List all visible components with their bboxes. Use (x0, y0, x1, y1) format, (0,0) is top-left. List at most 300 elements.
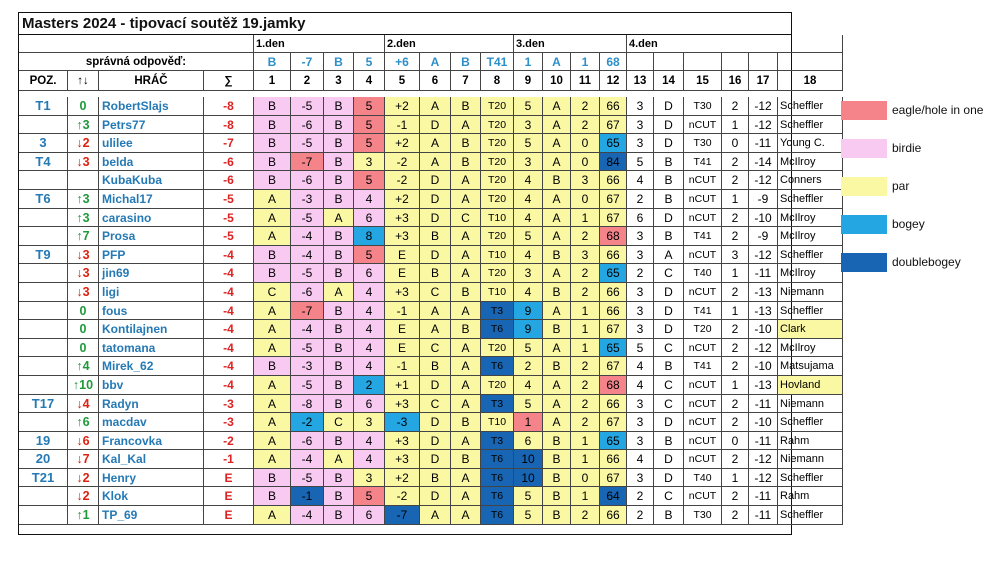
answer-cell: A (254, 413, 291, 432)
answer-cell: C (254, 283, 291, 302)
answer-cell: 2 (722, 357, 749, 376)
answer-cell: -5 (291, 97, 324, 116)
answer-cell: 5 (627, 153, 654, 172)
answer-cell: 4 (354, 357, 385, 376)
position-cell (19, 506, 68, 525)
answer-cell: B (324, 246, 354, 265)
player-name: TP_69 (99, 506, 204, 525)
answer-cell: -1 (385, 116, 420, 135)
answer-cell: B (654, 190, 684, 209)
column-header-row (19, 71, 817, 91)
answer-cell: D (654, 413, 684, 432)
correct-answer-label: správná odpověď: (19, 53, 254, 71)
answer-cell: -11 (749, 134, 778, 153)
answer-cell: 0 (571, 469, 600, 488)
answer-cell: T20 (481, 376, 514, 395)
answer-cell: -8 (291, 395, 324, 414)
answer-cell: T20 (481, 134, 514, 153)
answer-cell: 4 (514, 246, 543, 265)
answer-cell: B (324, 134, 354, 153)
answer-cell: T20 (481, 116, 514, 135)
column-header: 7 (451, 71, 481, 91)
position-cell: T6 (19, 190, 68, 209)
total-score: -4 (204, 246, 254, 265)
answer-cell: 3 (627, 302, 654, 321)
answer-cell: 5 (354, 487, 385, 506)
movement-cell: ↓6 (68, 432, 99, 451)
answer-cell: 5 (514, 395, 543, 414)
answer-cell: B (324, 264, 354, 283)
answer-cell: Scheffler (778, 506, 843, 525)
answer-cell: -3 (291, 357, 324, 376)
answer-cell: A (543, 134, 571, 153)
answer-cell: 4 (354, 432, 385, 451)
answer-cell: 3 (722, 246, 749, 265)
answer-cell: 1 (571, 320, 600, 339)
player-name: Henry (99, 469, 204, 488)
total-score: -2 (204, 432, 254, 451)
answer-cell: 4 (514, 283, 543, 302)
answer-cell: 3 (354, 153, 385, 172)
position-cell (19, 413, 68, 432)
answer-cell: B (420, 227, 451, 246)
answer-cell: McIlroy (778, 264, 843, 283)
answer-cell: A (543, 116, 571, 135)
answer-cell: 2 (722, 506, 749, 525)
answer-cell: 3 (354, 413, 385, 432)
answer-cell: 0 (722, 432, 749, 451)
answer-cell: 1 (514, 413, 543, 432)
answer-cell: 3 (571, 171, 600, 190)
answer-cell: 9 (514, 320, 543, 339)
answer-cell: 2 (571, 264, 600, 283)
answer-cell: 3 (627, 246, 654, 265)
player-name: macdav (99, 413, 204, 432)
answer-cell: 9 (514, 302, 543, 321)
answer-cell: 2 (722, 413, 749, 432)
position-cell: 19 (19, 432, 68, 451)
legend-item (841, 215, 1000, 235)
answer-cell: nCUT (684, 395, 722, 414)
answer-cell: 6 (514, 432, 543, 451)
answer-cell: D (420, 450, 451, 469)
total-score: -3 (204, 413, 254, 432)
table-row (19, 432, 810, 451)
table-row (19, 487, 810, 506)
answer-cell: B (324, 171, 354, 190)
answer-cell: McIlroy (778, 153, 843, 172)
answer-cell: B (543, 487, 571, 506)
answer-cell: +1 (385, 376, 420, 395)
answer-cell: +3 (385, 395, 420, 414)
answer-cell: -1 (291, 487, 324, 506)
answer-cell: B (543, 283, 571, 302)
answer-cell: -6 (291, 116, 324, 135)
answer-cell: A (451, 171, 481, 190)
answer-cell: 2 (571, 506, 600, 525)
table-row (19, 227, 816, 246)
answer-cell: nCUT (684, 413, 722, 432)
total-score: -8 (204, 116, 254, 135)
answer-cell: T6 (481, 469, 514, 488)
answer-cell: Conners (778, 171, 843, 190)
answer-cell: -12 (749, 469, 778, 488)
day-label: 1.den (254, 35, 385, 53)
answer-cell: 2 (722, 487, 749, 506)
answer-cell: 3 (627, 395, 654, 414)
answer-cell: -12 (749, 97, 778, 116)
answer-cell: A (420, 153, 451, 172)
answer-cell: 0 (571, 153, 600, 172)
answer-cell: 1 (722, 469, 749, 488)
answer-cell: C (420, 395, 451, 414)
answer-cell: A (254, 432, 291, 451)
answer-cell: A (254, 209, 291, 228)
position-cell (19, 171, 68, 190)
column-header: 9 (514, 71, 543, 91)
correct-answer-empty (627, 53, 654, 71)
column-header: 2 (291, 71, 324, 91)
table-row (19, 376, 821, 395)
column-header: 14 (654, 71, 684, 91)
answer-cell: A (654, 246, 684, 265)
position-cell (19, 487, 68, 506)
answer-cell: D (420, 487, 451, 506)
position-cell: T1 (19, 97, 68, 116)
answer-cell: 5 (514, 339, 543, 358)
answer-cell: +3 (385, 227, 420, 246)
answer-cell: 66 (600, 97, 627, 116)
answer-cell: T41 (684, 302, 722, 321)
answer-cell: 66 (600, 506, 627, 525)
answer-cell: T30 (684, 506, 722, 525)
column-header: 10 (543, 71, 571, 91)
player-name: jin69 (99, 264, 204, 283)
answer-cell: 65 (600, 134, 627, 153)
answer-cell: -4 (291, 450, 324, 469)
answer-cell: 65 (600, 339, 627, 358)
answer-cell: B (543, 246, 571, 265)
table-row (19, 264, 816, 283)
answer-cell: 2 (722, 171, 749, 190)
player-name: belda (99, 153, 204, 172)
answer-cell: -10 (749, 413, 778, 432)
answer-cell: 4 (627, 376, 654, 395)
answer-cell: +2 (385, 134, 420, 153)
answer-cell: -13 (749, 376, 778, 395)
answer-cell: 2 (627, 506, 654, 525)
answer-cell: 4 (354, 190, 385, 209)
answer-cell: Scheffler (778, 302, 843, 321)
answer-cell: T30 (684, 134, 722, 153)
total-score: -8 (204, 97, 254, 116)
legend-swatch (841, 177, 887, 196)
answer-cell: -4 (291, 246, 324, 265)
position-cell (19, 227, 68, 246)
answer-cell: A (543, 395, 571, 414)
answer-cell: 3 (627, 97, 654, 116)
movement-cell: ↑3 (68, 209, 99, 228)
answer-cell: -2 (291, 413, 324, 432)
answer-cell: 66 (600, 395, 627, 414)
answer-cell: B (451, 153, 481, 172)
answer-cell: 1 (722, 190, 749, 209)
answer-cell: B (254, 469, 291, 488)
player-name: Prosa (99, 227, 204, 246)
answer-cell: -9 (749, 227, 778, 246)
table-row (19, 506, 824, 525)
answer-cell: A (451, 190, 481, 209)
answer-cell: Rahm (778, 432, 843, 451)
answer-cell: 2 (571, 116, 600, 135)
answer-cell: -5 (291, 134, 324, 153)
correct-answer-empty (684, 53, 722, 71)
answer-cell: A (451, 469, 481, 488)
total-score: -5 (204, 227, 254, 246)
table-row (19, 190, 824, 209)
legend-item (841, 139, 1000, 159)
total-score: -7 (204, 134, 254, 153)
answer-cell: A (420, 134, 451, 153)
column-header: 3 (324, 71, 354, 91)
answer-cell: 67 (600, 357, 627, 376)
answer-cell: D (654, 134, 684, 153)
answer-cell: D (420, 190, 451, 209)
answer-cell: 3 (514, 264, 543, 283)
answer-cell: B (254, 487, 291, 506)
answer-cell: 5 (354, 246, 385, 265)
answer-cell: B (324, 376, 354, 395)
position-cell (19, 116, 68, 135)
column-header: 16 (722, 71, 749, 91)
legend-item (841, 253, 1000, 273)
answer-cell: 68 (600, 227, 627, 246)
player-name: ligi (99, 283, 204, 302)
legend-label: par (892, 179, 910, 193)
answer-cell: A (254, 450, 291, 469)
answer-cell: +3 (385, 209, 420, 228)
answer-cell: -10 (749, 357, 778, 376)
column-header: 17 (749, 71, 778, 91)
answer-cell: 1 (571, 487, 600, 506)
table-row (19, 357, 834, 376)
answer-cell: B (254, 246, 291, 265)
answer-cell: 4 (627, 450, 654, 469)
answer-cell: A (451, 487, 481, 506)
answer-cell: A (543, 190, 571, 209)
answer-cell: B (543, 357, 571, 376)
answer-cell: A (451, 432, 481, 451)
table-row (19, 171, 822, 190)
answer-cell: 2 (722, 450, 749, 469)
position-cell (19, 320, 68, 339)
answer-cell: +3 (385, 450, 420, 469)
answer-cell: A (543, 264, 571, 283)
answer-cell: D (420, 432, 451, 451)
answer-cell: 4 (354, 450, 385, 469)
correct-answer-empty (778, 53, 843, 71)
answer-cell: B (324, 339, 354, 358)
answer-cell: A (451, 357, 481, 376)
player-name: bbv (99, 376, 204, 395)
answer-cell: 1 (722, 116, 749, 135)
answer-cell: -2 (385, 153, 420, 172)
column-header: 15 (684, 71, 722, 91)
answer-cell: 4 (514, 171, 543, 190)
player-name: fous (99, 302, 204, 321)
answer-cell: A (451, 376, 481, 395)
correct-answer-cell: 1 (571, 53, 600, 71)
answer-cell: B (324, 227, 354, 246)
answer-cell: 3 (627, 413, 654, 432)
answer-cell: E (385, 246, 420, 265)
answer-cell: A (420, 302, 451, 321)
answer-cell: B (324, 190, 354, 209)
answer-cell: Young C. (778, 134, 843, 153)
movement-cell: ↑7 (68, 227, 99, 246)
answer-cell: Scheffler (778, 246, 843, 265)
answer-cell: Scheffler (778, 413, 843, 432)
answer-cell: A (451, 506, 481, 525)
total-score: E (204, 469, 254, 488)
answer-cell: B (451, 320, 481, 339)
answer-cell: Scheffler (778, 469, 843, 488)
answer-cell: D (420, 171, 451, 190)
table-row (19, 116, 824, 135)
answer-cell: T10 (481, 246, 514, 265)
answer-cell: 2 (722, 283, 749, 302)
player-name: KubaKuba (99, 171, 204, 190)
answer-cell: 68 (600, 376, 627, 395)
answer-cell: 4 (514, 209, 543, 228)
answer-cell: C (420, 339, 451, 358)
answer-cell: Scheffler (778, 116, 843, 135)
answer-cell: Hovland (778, 376, 843, 395)
answer-cell: 1 (571, 209, 600, 228)
answer-cell: -5 (291, 264, 324, 283)
answer-cell: +2 (385, 190, 420, 209)
answer-cell: 3 (514, 153, 543, 172)
answer-cell: -4 (291, 227, 324, 246)
table-row (19, 246, 824, 265)
answer-cell: 1 (722, 264, 749, 283)
answer-cell: 4 (354, 339, 385, 358)
answer-cell: -11 (749, 432, 778, 451)
answer-cell: nCUT (684, 171, 722, 190)
table-row (19, 97, 824, 116)
answer-cell: Scheffler (778, 190, 843, 209)
player-name: tatomana (99, 339, 204, 358)
answer-cell: 10 (514, 469, 543, 488)
total-score: -6 (204, 171, 254, 190)
answer-cell: Scheffler (778, 97, 843, 116)
table-row (19, 153, 816, 172)
answer-cell: T10 (481, 283, 514, 302)
total-score: -3 (204, 395, 254, 414)
answer-cell: 5 (514, 506, 543, 525)
answer-cell: D (654, 209, 684, 228)
answer-cell: 3 (627, 432, 654, 451)
answer-cell: McIlroy (778, 209, 843, 228)
answer-cell: 65 (600, 432, 627, 451)
answer-cell: T20 (481, 97, 514, 116)
answer-cell: T20 (481, 339, 514, 358)
answer-cell: 67 (600, 469, 627, 488)
correct-answer-cell: A (543, 53, 571, 71)
movement-cell: ↓2 (68, 487, 99, 506)
answer-cell: A (543, 97, 571, 116)
legend-item (841, 177, 1000, 197)
answer-cell: B (324, 395, 354, 414)
answer-cell: B (254, 134, 291, 153)
answer-cell: -7 (385, 506, 420, 525)
table-row (19, 320, 806, 339)
movement-cell: 0 (68, 302, 99, 321)
answer-cell: 67 (600, 413, 627, 432)
day-header-row (19, 35, 791, 53)
answer-cell: 2 (627, 190, 654, 209)
legend-swatch (841, 101, 887, 120)
answer-cell: T3 (481, 432, 514, 451)
answer-cell: 3 (627, 469, 654, 488)
answer-cell: B (254, 171, 291, 190)
answer-cell: 4 (354, 302, 385, 321)
answer-cell: 4 (627, 171, 654, 190)
answer-cell: -7 (291, 302, 324, 321)
answer-cell: 67 (600, 116, 627, 135)
answer-cell: -12 (749, 339, 778, 358)
answer-cell: -13 (749, 302, 778, 321)
column-header: ↑↓ (68, 71, 99, 91)
answer-cell: B (254, 357, 291, 376)
answer-cell: nCUT (684, 339, 722, 358)
answer-cell: C (420, 283, 451, 302)
table-row (19, 283, 825, 302)
total-score: -6 (204, 153, 254, 172)
correct-answer-cell: 1 (514, 53, 543, 71)
answer-cell: D (420, 209, 451, 228)
answer-cell: B (420, 469, 451, 488)
column-header: 12 (600, 71, 627, 91)
movement-cell: ↓2 (68, 469, 99, 488)
answer-cell: B (324, 153, 354, 172)
answer-cell: B (543, 469, 571, 488)
answer-cell: -3 (385, 413, 420, 432)
day-label: 4.den (627, 35, 843, 53)
player-name: Michal17 (99, 190, 204, 209)
legend-label: eagle/hole in one (892, 103, 984, 117)
answer-cell: T6 (481, 450, 514, 469)
total-score: -5 (204, 209, 254, 228)
answer-cell: A (324, 450, 354, 469)
answer-cell: McIlroy (778, 227, 843, 246)
answer-cell: McIlroy (778, 339, 843, 358)
day-label: 3.den (514, 35, 627, 53)
answer-cell: B (254, 264, 291, 283)
answer-cell: D (654, 320, 684, 339)
answer-cell: 10 (514, 450, 543, 469)
answer-cell: T6 (481, 320, 514, 339)
answer-cell: A (254, 506, 291, 525)
answer-cell: -2 (385, 487, 420, 506)
answer-cell: A (254, 376, 291, 395)
answer-cell: 2 (627, 487, 654, 506)
answer-cell: 2 (571, 395, 600, 414)
answer-cell: A (451, 246, 481, 265)
total-score: E (204, 506, 254, 525)
answer-cell: 1 (571, 450, 600, 469)
position-cell: 3 (19, 134, 68, 153)
